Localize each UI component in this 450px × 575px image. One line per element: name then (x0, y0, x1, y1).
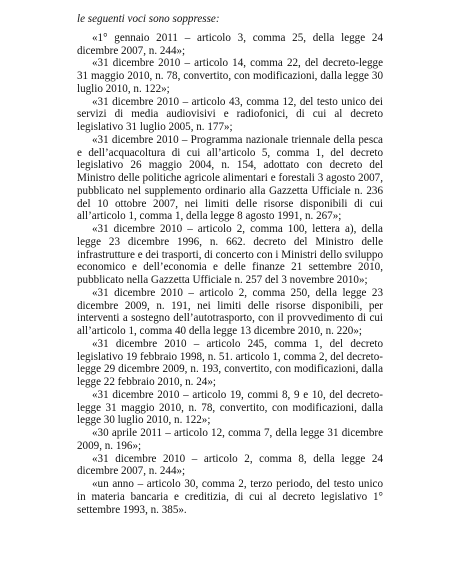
list-item: «31 dicembre 2010 – articolo 43, comma 12, del testo unico dei servizi di media audiovisivi e radiofonici, di cui al decreto legislativo 31 luglio 2005, n. 177»; (77, 95, 383, 133)
list-item: «31 dicembre 2010 – articolo 245, comma 1, del decreto legislativo 19 febbraio 1998, n. 51. articolo 1, comma 2, del decreto-legge 29 dicembre 2009, n. 193, convertito, con modificazioni, dalla legge 22 febbraio 2010, n. 24»; (77, 337, 383, 388)
list-item: «31 dicembre 2010 – Programma nazionale triennale della pesca e dell’acquacoltura di cui all’articolo 5, comma 1, del decreto legislativo 26 maggio 2004, n. 154, adottato con decreto del Ministro delle politiche agricole alimentari e forestali 3 agosto 2007, pubblicato nel supplemento ordinario alla Gazzetta Ufficiale n. 236 del 10 ottobre 2007, nei limiti delle risorse disponibili di cui all’articolo 1, comma 1, della legge 8 agosto 1991, n. 267»; (77, 133, 383, 223)
list-item: «31 dicembre 2010 – articolo 2, comma 100, lettera a), della legge 23 dicembre 1996, n. 662. decreto del Ministro delle infrastrutture e dei trasporti, di concerto con i Ministri dello sviluppo economico e dell’economia e delle finanze 21 settembre 2010, pubblicato nella Gazzetta Ufficiale n. 257 del 3 novembre 2010»; (77, 223, 383, 286)
document-page (77, 13, 383, 516)
intro-text: le seguenti voci sono soppresse: (77, 13, 220, 25)
list-item: «31 dicembre 2010 – articolo 19, commi 8, 9 e 10, del decreto-legge 31 maggio 2010, n. 78, convertito, con modificazioni, dalla legge 30 luglio 2010, n. 122»; (77, 388, 383, 427)
list-item: «31 dicembre 2010 – articolo 14, comma 22, del decreto-legge 31 maggio 2010, n. 78, convertito, con modificazioni, dalla legge 30 luglio 2010, n. 122»; (77, 57, 383, 95)
list-item: «un anno – articolo 30, comma 2, terzo periodo, del testo unico in materia bancaria e creditizia, di cui al decreto legislativo 1° settembre 1993, n. 385». (77, 478, 383, 516)
list-item: «1° gennaio 2011 – articolo 3, comma 25, della legge 24 dicembre 2007, n. 244»; (77, 31, 383, 57)
list-item: «30 aprile 2011 – articolo 12, comma 7, della legge 31 dicembre 2009, n. 196»; (77, 427, 383, 452)
list-item: «31 dicembre 2010 – articolo 2, comma 250, della legge 23 dicembre 2009, n. 191, nei limiti delle risorse disponibili, per interventi a sostegno dell’autotrasporto, con il provvedimento di cui all’articolo 1, comma 40 della legge 13 dicembre 2010, n. 220»; (77, 286, 383, 337)
list-item: «31 dicembre 2010 – articolo 2, comma 8, della legge 24 dicembre 2007, n. 244»; (77, 452, 383, 478)
